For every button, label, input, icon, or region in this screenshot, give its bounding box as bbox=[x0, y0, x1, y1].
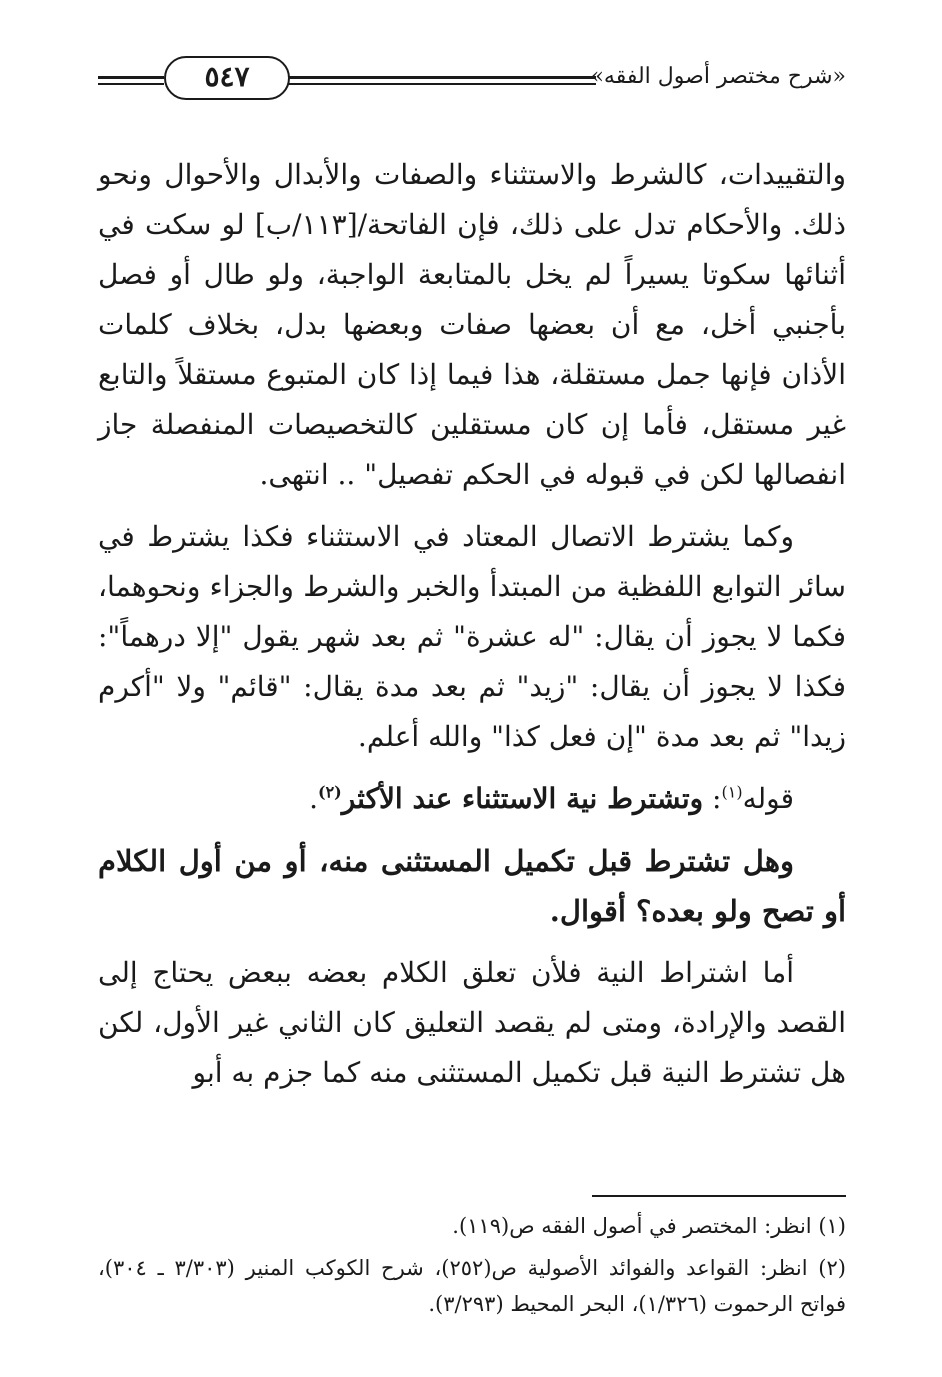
page-header bbox=[98, 52, 846, 108]
matn-intro: قوله bbox=[742, 782, 794, 815]
page-number: ٥٤٧ bbox=[164, 56, 290, 100]
footnote-separator bbox=[592, 1195, 846, 1197]
paragraph-continuation: والتقييدات، كالشرط والاستثناء والصفات والأبدال والأحوال ونحو ذلك. والأحكام تدل على ذلك، فإن الفاتحة/[١١٣/ب] لو سكت في أثنائها سكوتا يسيراً لم يخل بالمتابعة الواجبة، ولو طال أو فصل بأجنبي أخل، مع أن بعضها صفات وبعضها بدل، بخلاف كلمات الأذان فإنها جمل مستقلة، هذا فيما إذا كان المتبوع مستقلاً والتابع غير مستقل، فأما إن كان مستقلين كالتخصيصات المنفصلة جاز انفصالها لكن في قبوله في الحكم تفصيل" .. انتهى. bbox=[98, 158, 846, 491]
paragraph-matn-question: وهل تشترط قبل تكميل المستثنى منه، أو من أول الكلام أو تصح ولو بعده؟ أقوال. bbox=[98, 844, 846, 928]
matn-end: . bbox=[309, 782, 318, 815]
matn-text: وتشترط نية الاستثناء عند الأكثر bbox=[341, 782, 704, 815]
header-rule-left bbox=[98, 76, 164, 85]
main-text bbox=[98, 150, 846, 1098]
footnote-1: (١) انظر: المختصر في أصول الفقه ص(١١٩). bbox=[452, 1214, 846, 1238]
matn-colon: : bbox=[703, 782, 722, 815]
footnotes bbox=[98, 1208, 846, 1328]
footnote-2: (٢) انظر: القواعد والفوائد الأصولية ص(٢٥٢)، شرح الكوكب المنير (٣/٣٠٣ ـ ٣٠٤)، فواتح الرحموت (١/٣٢٦)، البحر المحيط (٣/٢٩٣). bbox=[98, 1256, 846, 1316]
header-rule-right bbox=[288, 76, 596, 85]
running-title: «شرح مختصر أصول الفقه» bbox=[590, 64, 846, 89]
footnote-ref-2[interactable]: (٢) bbox=[317, 782, 342, 802]
paragraph-connection: وكما يشترط الاتصال المعتاد في الاستثناء فكذا يشترط في سائر التوابع اللفظية من المبتدأ والخبر والشرط والجزاء ونحوهما، فكما لا يجوز أن يقال: "له عشرة" ثم بعد شهر يقول "إلا درهماً": فكذا لا يجوز أن يقال: "زيد" ثم بعد مدة يقال: "قائم" ولا "أكرم زيدا" ثم بعد مدة "إن فعل كذا" والله أعلم. bbox=[98, 520, 846, 753]
paragraph-matn-quote bbox=[98, 774, 846, 824]
paragraph-commentary: أما اشتراط النية فلأن تعلق الكلام بعضه ببعض يحتاج إلى القصد والإرادة، ومتى لم يقصد التعليق كان الثاني غير الأول، لكن هل تشترط النية قبل تكميل المستثنى منه كما جزم به أبو bbox=[98, 956, 846, 1089]
footnote-ref-1[interactable]: (١) bbox=[721, 782, 743, 802]
